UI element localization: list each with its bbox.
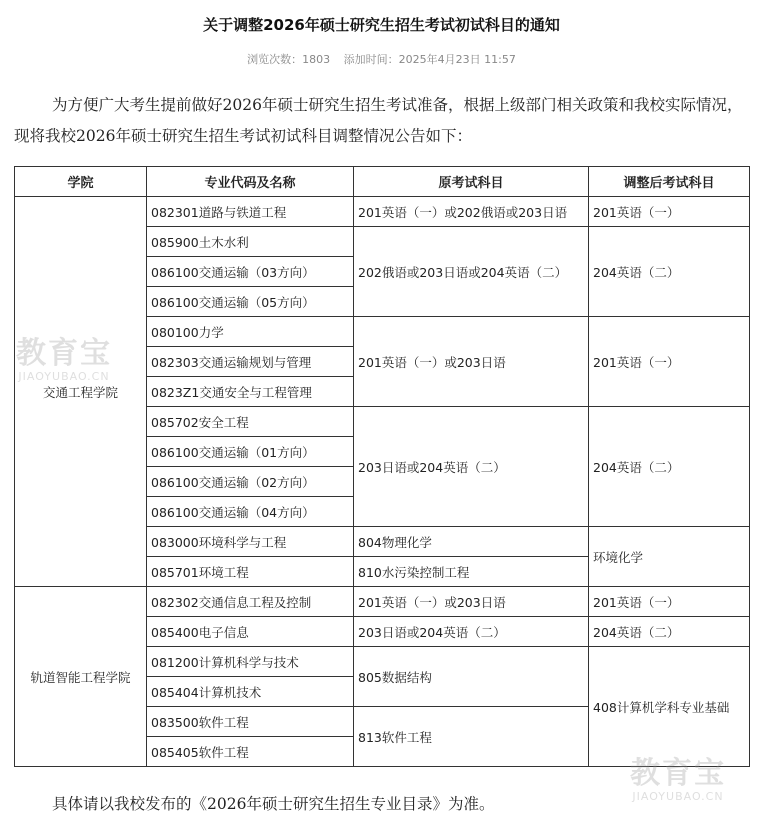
major-cell: 080100力学 (147, 317, 354, 347)
original-subject-cell: 202俄语或203日语或204英语（二） (354, 227, 589, 317)
major-cell: 083500软件工程 (147, 707, 354, 737)
adjusted-subject-cell: 201英语（一） (589, 587, 750, 617)
major-cell: 0823Z1交通安全与工程管理 (147, 377, 354, 407)
header-original-subject: 原考试科目 (354, 167, 589, 197)
watermark-domain: JIAOYUBAO.CN (632, 790, 724, 803)
major-cell: 085701环境工程 (147, 557, 354, 587)
major-cell: 085900土木水利 (147, 227, 354, 257)
major-cell: 085405软件工程 (147, 737, 354, 767)
footer-note: 具体请以我校发布的《2026年硕士研究生招生专业目录》为准。 (52, 795, 495, 813)
college-cell: 交通工程学院 (15, 197, 147, 587)
major-cell: 081200计算机科学与技术 (147, 647, 354, 677)
original-subject-cell: 203日语或204英语（二） (354, 617, 589, 647)
watermark-domain: JIAOYUBAO.CN (18, 370, 110, 383)
major-cell: 086100交通运输（04方向） (147, 497, 354, 527)
table-header-row (15, 167, 750, 197)
time-info (344, 53, 516, 66)
original-subject-cell: 201英语（一）或203日语 (354, 587, 589, 617)
time-label: 添加时间： (343, 53, 399, 66)
watermark-brand: 教育宝 (16, 336, 112, 371)
major-cell: 082303交通运输规划与管理 (147, 347, 354, 377)
adjusted-subject-cell: 204英语（二） (589, 227, 750, 317)
major-cell: 085404计算机技术 (147, 677, 354, 707)
adjusted-subject-cell: 408计算机学科专业基础 (589, 647, 750, 767)
adjusted-subject-cell: 204英语（二） (589, 407, 750, 527)
intro-paragraph: 为方便广大考生提前做好2026年硕士研究生招生考试准备，根据上级部门相关政策和我校实际情况，现将我校2026年硕士研究生招生考试初试科目调整情况公告如下： (14, 96, 743, 145)
original-subject-cell: 804物理化学 (354, 527, 589, 557)
subject-adjustment-table (14, 166, 750, 767)
publish-time: 2025年4月23日 11:57 (398, 53, 516, 66)
major-cell: 086100交通运输（02方向） (147, 467, 354, 497)
watermark-brand: 教育宝 (630, 756, 726, 791)
header-adjusted-subject: 调整后考试科目 (589, 167, 750, 197)
major-cell: 085702安全工程 (147, 407, 354, 437)
adjusted-subject-cell: 环境化学 (589, 527, 750, 587)
major-cell: 086100交通运输（01方向） (147, 437, 354, 467)
views-count: 1803 (302, 53, 331, 66)
adjusted-subject-cell: 201英语（一） (589, 197, 750, 227)
major-cell: 085400电子信息 (147, 617, 354, 647)
adjusted-subject-cell: 201英语（一） (589, 317, 750, 407)
original-subject-cell: 805数据结构 (354, 647, 589, 707)
original-subject-cell: 203日语或204英语（二） (354, 407, 589, 527)
adjusted-subject-cell: 204英语（二） (589, 617, 750, 647)
major-cell: 086100交通运输（05方向） (147, 287, 354, 317)
major-cell: 082301道路与铁道工程 (147, 197, 354, 227)
header-major: 专业代码及名称 (147, 167, 354, 197)
original-subject-cell: 201英语（一）或202俄语或203日语 (354, 197, 589, 227)
header-college: 学院 (15, 167, 147, 197)
page-title: 关于调整2026年硕士研究生招生考试初试科目的通知 (203, 16, 560, 34)
college-cell: 轨道智能工程学院 (15, 587, 147, 767)
views-label: 浏览次数： (247, 53, 303, 66)
article-meta (0, 51, 763, 67)
table-row (15, 587, 750, 617)
original-subject-cell: 810水污染控制工程 (354, 557, 589, 587)
views-info (247, 53, 330, 66)
original-subject-cell: 813软件工程 (354, 707, 589, 767)
major-cell: 086100交通运输（03方向） (147, 257, 354, 287)
major-cell: 082302交通信息工程及控制 (147, 587, 354, 617)
table-row (15, 197, 750, 227)
major-cell: 083000环境科学与工程 (147, 527, 354, 557)
original-subject-cell: 201英语（一）或203日语 (354, 317, 589, 407)
